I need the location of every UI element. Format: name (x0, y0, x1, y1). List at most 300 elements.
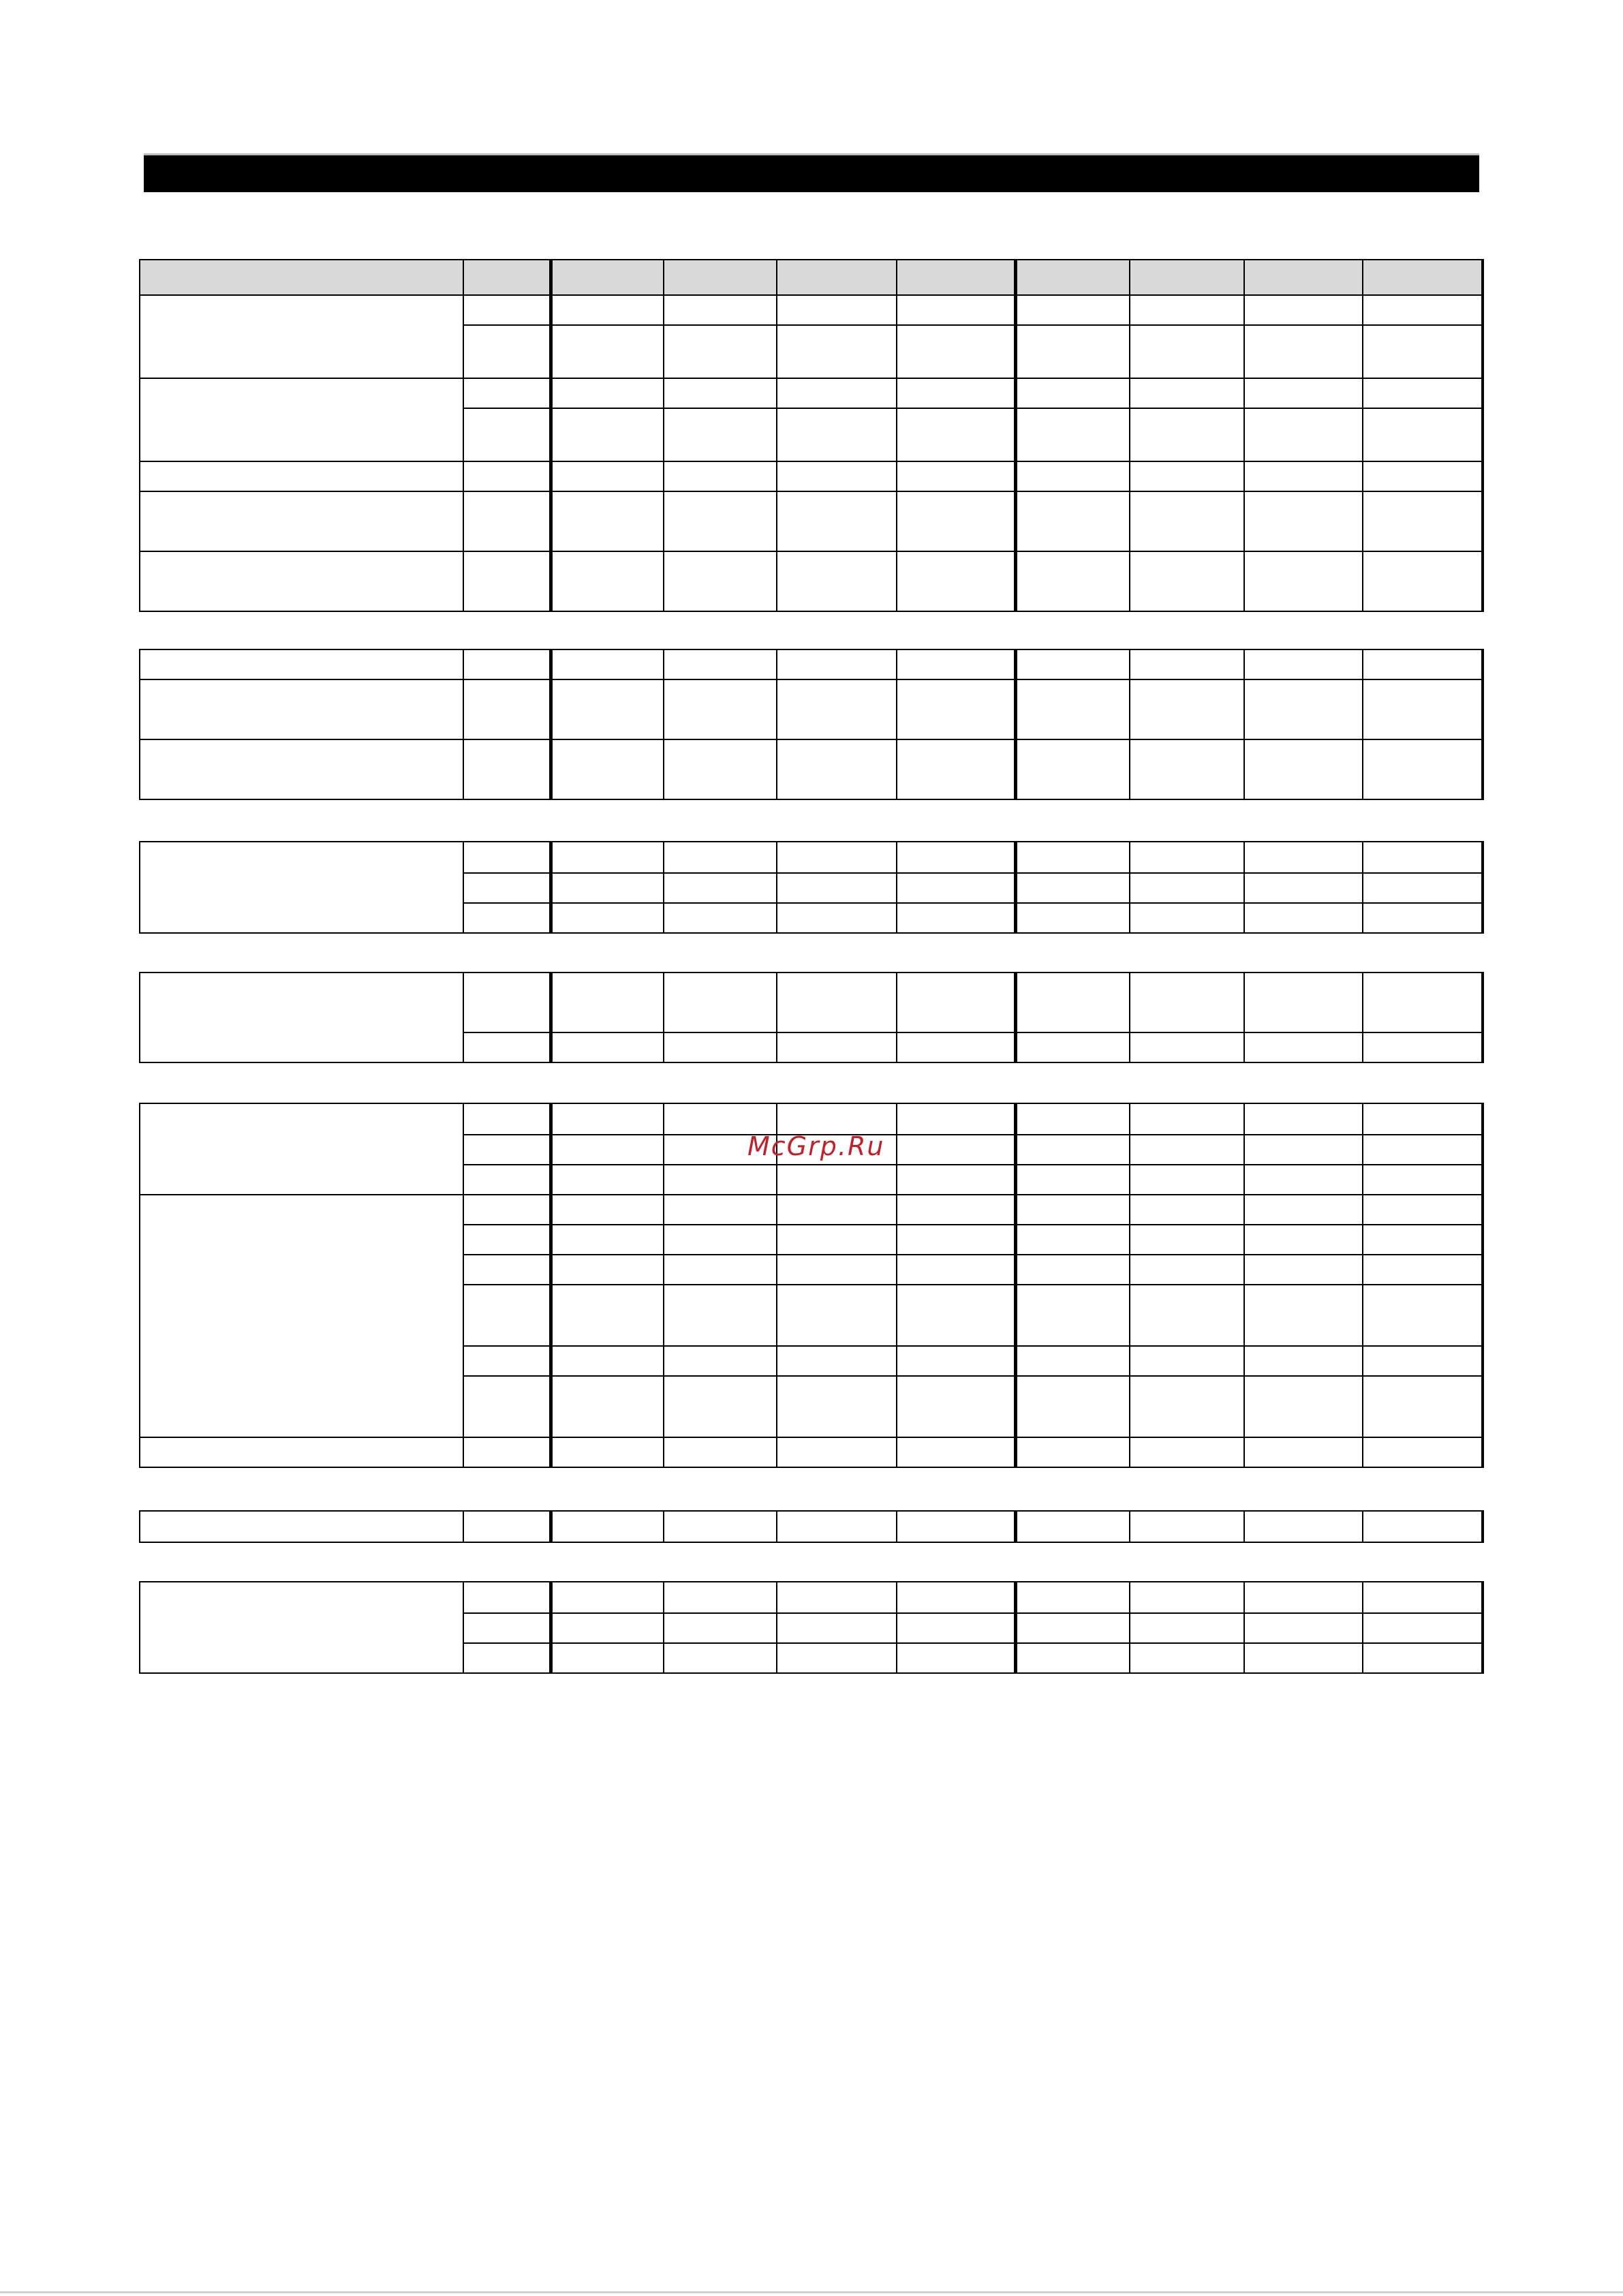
table-cell (1015, 1612, 1130, 1642)
table-cell (1244, 972, 1363, 1032)
table-cell (551, 1642, 664, 1672)
table-cell (1130, 491, 1244, 551)
table-cell (777, 1581, 897, 1612)
table-cell (777, 1375, 897, 1437)
table-cell (1130, 649, 1244, 679)
table-cell (1363, 1284, 1483, 1345)
table-cell (664, 1224, 777, 1254)
section-vrule (1362, 841, 1363, 934)
column-header (1363, 259, 1483, 294)
table-cell (897, 551, 1015, 611)
table-cell (1363, 972, 1483, 1032)
table-cell (664, 461, 777, 491)
table-cell (463, 1375, 551, 1437)
row-label (140, 739, 463, 799)
table-cell (1363, 1510, 1483, 1542)
table-cell (1244, 1510, 1363, 1542)
section-vrule (776, 841, 777, 934)
table-cell (1130, 1164, 1244, 1194)
table-cell (551, 1375, 664, 1437)
table-cell (551, 1194, 664, 1224)
table-cell (897, 1642, 1015, 1672)
table-cell (551, 1581, 664, 1612)
table-cell (1015, 872, 1130, 902)
section-vrule (776, 1510, 777, 1543)
table-cell (664, 551, 777, 611)
table-cell (664, 378, 777, 408)
section-vrule (1129, 1510, 1130, 1543)
row-label (140, 1581, 463, 1672)
table-cell (777, 1103, 897, 1134)
table-cell (1363, 551, 1483, 611)
table-cell (897, 1375, 1015, 1437)
table-cell (1130, 378, 1244, 408)
section-vrule (1481, 1581, 1484, 1674)
section-vrule (463, 972, 464, 1063)
table-cell (777, 872, 897, 902)
section-vrule (1243, 1510, 1245, 1543)
table-cell (1130, 1224, 1244, 1254)
table-cell (1130, 1134, 1244, 1164)
title-bar (144, 153, 1479, 192)
header-vrule (549, 259, 553, 294)
table-cell (551, 294, 664, 324)
table-cell (1244, 551, 1363, 611)
table-cell (1015, 972, 1130, 1032)
table-cell (1015, 679, 1130, 739)
table-cell (897, 324, 1015, 378)
table-cell (1363, 1437, 1483, 1467)
row-label (140, 1194, 463, 1437)
row-label (140, 1510, 463, 1542)
table-cell (1015, 1437, 1130, 1467)
table-cell (551, 841, 664, 872)
table-cell (551, 378, 664, 408)
table-cell (1130, 1375, 1244, 1437)
table-cell (1244, 1375, 1363, 1437)
watermark: McGrp.Ru (747, 1131, 885, 1161)
table-cell (1244, 1284, 1363, 1345)
section-vrule (663, 1510, 664, 1543)
header-vrule (1481, 259, 1484, 294)
table-cell (664, 1581, 777, 1612)
section-vrule (1014, 1510, 1017, 1543)
table-cell (664, 972, 777, 1032)
table-cell (1130, 1194, 1244, 1224)
table-cell (551, 1164, 664, 1194)
table-cell (897, 972, 1015, 1032)
section-vrule (549, 1581, 553, 1674)
section-vrule (549, 1510, 553, 1543)
table-cell (1130, 1510, 1244, 1542)
table-cell (463, 324, 551, 378)
table-cell (1363, 1345, 1483, 1375)
section-vrule (1243, 1581, 1245, 1674)
table-cell (551, 1224, 664, 1254)
section-vrule (549, 841, 553, 934)
table-cell (664, 1612, 777, 1642)
table-cell (1363, 1375, 1483, 1437)
table-cell (1363, 902, 1483, 932)
table-cell (897, 1437, 1015, 1467)
table-cell (1363, 1642, 1483, 1672)
table-cell (551, 1612, 664, 1642)
section-vrule (549, 294, 553, 612)
column-header (1244, 259, 1363, 294)
header-vrule (896, 259, 897, 294)
table-cell (1363, 649, 1483, 679)
table-cell (897, 294, 1015, 324)
page-bottom-rule (0, 2291, 1623, 2293)
table-cell (463, 1612, 551, 1642)
table-cell (777, 1194, 897, 1224)
table-cell (1244, 1134, 1363, 1164)
table-cell (463, 649, 551, 679)
table-cell (1130, 872, 1244, 902)
table-cell (777, 1224, 897, 1254)
table-cell (1015, 1224, 1130, 1254)
table-cell (1363, 1103, 1483, 1134)
section-vrule (1481, 1510, 1484, 1543)
table-cell (1015, 1510, 1130, 1542)
table-cell (777, 1437, 897, 1467)
table-cell (1363, 1194, 1483, 1224)
section-vrule (139, 972, 140, 1063)
table-cell (1244, 1194, 1363, 1224)
table-cell (463, 972, 551, 1032)
table-cell (1130, 1284, 1244, 1345)
table-cell (777, 294, 897, 324)
table-cell (1363, 461, 1483, 491)
section-vrule (463, 1103, 464, 1468)
section-vrule (1362, 1103, 1363, 1468)
section-vrule (1243, 1103, 1245, 1468)
table-cell (777, 491, 897, 551)
section-vrule (1014, 294, 1017, 612)
section-vrule (776, 294, 777, 612)
table-cell (664, 1510, 777, 1542)
section-vrule (776, 649, 777, 800)
table-cell (551, 1345, 664, 1375)
row-label (140, 551, 463, 611)
table-cell (664, 1642, 777, 1672)
section-vrule (1481, 1103, 1484, 1468)
column-header (551, 259, 664, 294)
table-cell (551, 1254, 664, 1284)
header-vrule (1014, 259, 1017, 294)
row-rule (140, 1062, 1483, 1063)
table-cell (777, 551, 897, 611)
table-cell (1363, 324, 1483, 378)
table-cell (1363, 294, 1483, 324)
row-rule (140, 1542, 1483, 1543)
section-vrule (663, 972, 664, 1063)
table-cell (664, 1375, 777, 1437)
table-cell (551, 739, 664, 799)
section-vrule (463, 294, 464, 612)
table-cell (551, 324, 664, 378)
table-cell (1130, 972, 1244, 1032)
table-cell (1015, 739, 1130, 799)
table-cell (1244, 902, 1363, 932)
table-cell (664, 841, 777, 872)
table-cell (664, 649, 777, 679)
table-cell (664, 408, 777, 461)
section-vrule (1362, 1581, 1363, 1674)
table-cell (1244, 378, 1363, 408)
table-cell (897, 872, 1015, 902)
table-cell (1130, 461, 1244, 491)
row-rule (140, 799, 1483, 800)
section-vrule (549, 649, 553, 800)
table-cell (1363, 1254, 1483, 1284)
table-cell (463, 294, 551, 324)
row-rule (140, 1467, 1483, 1468)
table-cell (897, 1164, 1015, 1194)
table-cell (551, 1134, 664, 1164)
table-cell (1015, 324, 1130, 378)
table-cell (1015, 902, 1130, 932)
table-cell (1244, 1032, 1363, 1062)
table-cell (777, 1642, 897, 1672)
table-cell (1130, 679, 1244, 739)
table-cell (777, 972, 897, 1032)
table-cell (1363, 1164, 1483, 1194)
table-cell (1244, 1345, 1363, 1375)
table-cell (551, 872, 664, 902)
table-cell (664, 1284, 777, 1345)
table-cell (897, 461, 1015, 491)
table-cell (664, 294, 777, 324)
row-label (140, 294, 463, 378)
table-cell (664, 1437, 777, 1467)
table-cell (777, 679, 897, 739)
table-cell (1244, 1612, 1363, 1642)
table-cell (777, 1612, 897, 1642)
table-cell (463, 551, 551, 611)
table-cell (1015, 1642, 1130, 1672)
table-cell (897, 1103, 1015, 1134)
table-cell (463, 1581, 551, 1612)
header-vrule (139, 259, 140, 294)
column-header (1130, 259, 1244, 294)
table-cell (897, 1194, 1015, 1224)
header-vrule (776, 259, 777, 294)
table-cell (1244, 1437, 1363, 1467)
table-cell (1015, 551, 1130, 611)
table-cell (777, 649, 897, 679)
section-vrule (896, 294, 897, 612)
section-vrule (139, 841, 140, 934)
table-cell (463, 1194, 551, 1224)
table-cell (1130, 902, 1244, 932)
table-cell (463, 1437, 551, 1467)
section-vrule (1481, 972, 1484, 1063)
table-cell (1130, 841, 1244, 872)
table-cell (463, 679, 551, 739)
row-label (140, 378, 463, 461)
table-cell (1015, 1284, 1130, 1345)
table-cell (897, 1581, 1015, 1612)
table-cell (664, 902, 777, 932)
section-vrule (776, 1581, 777, 1674)
table-cell (1363, 841, 1483, 872)
table-cell (1130, 1612, 1244, 1642)
table-cell (1130, 1581, 1244, 1612)
header-vrule (1129, 259, 1130, 294)
table-cell (1130, 408, 1244, 461)
table-cell (1244, 461, 1363, 491)
table-cell (463, 1103, 551, 1134)
section-vrule (1481, 841, 1484, 934)
table-cell (463, 461, 551, 491)
section-vrule (1129, 294, 1130, 612)
table-cell (1130, 1254, 1244, 1284)
table-cell (551, 551, 664, 611)
table-cell (1244, 872, 1363, 902)
section-vrule (1243, 841, 1245, 934)
table-cell (1244, 491, 1363, 551)
column-header (897, 259, 1015, 294)
section-vrule (549, 1103, 553, 1468)
table-cell (777, 1032, 897, 1062)
table-cell (897, 1612, 1015, 1642)
table-cell (1244, 408, 1363, 461)
table-cell (1015, 1375, 1130, 1437)
row-label (140, 972, 463, 1062)
table-cell (463, 841, 551, 872)
table-cell (664, 1103, 777, 1134)
table-cell (463, 378, 551, 408)
table-cell (1363, 378, 1483, 408)
section-vrule (1129, 841, 1130, 934)
table-cell (463, 1224, 551, 1254)
table-cell (1244, 1164, 1363, 1194)
row-rule (140, 611, 1483, 612)
section-vrule (463, 1581, 464, 1674)
table-cell (1015, 1581, 1130, 1612)
table-cell (664, 679, 777, 739)
section-vrule (1362, 1510, 1363, 1543)
column-header (1015, 259, 1130, 294)
column-header (664, 259, 777, 294)
table-cell (1130, 1032, 1244, 1062)
table-cell (664, 872, 777, 902)
table-cell (463, 1164, 551, 1194)
table-cell (1244, 1224, 1363, 1254)
table-cell (777, 902, 897, 932)
table-cell (1244, 1254, 1363, 1284)
section-vrule (896, 972, 897, 1063)
section-vrule (139, 1581, 140, 1674)
table-cell (664, 1345, 777, 1375)
table-cell (1244, 649, 1363, 679)
table-cell (1244, 324, 1363, 378)
table-cell (664, 1164, 777, 1194)
section-vrule (463, 1510, 464, 1543)
table-cell (1130, 1642, 1244, 1672)
section-vrule (139, 1103, 140, 1468)
table-cell (1363, 1581, 1483, 1612)
table-cell (897, 1510, 1015, 1542)
row-label (140, 649, 463, 679)
table-cell (551, 679, 664, 739)
table-cell (664, 491, 777, 551)
table-cell (1015, 491, 1130, 551)
row-rule (140, 1672, 1483, 1674)
table-cell (1244, 1581, 1363, 1612)
section-vrule (1129, 649, 1130, 800)
table-cell (1363, 491, 1483, 551)
table-cell (1363, 408, 1483, 461)
section-vrule (1362, 972, 1363, 1063)
table-cell (897, 739, 1015, 799)
table-cell (463, 872, 551, 902)
table-cell (897, 1134, 1015, 1164)
section-vrule (663, 1581, 664, 1674)
table-cell (1015, 841, 1130, 872)
table-cell (777, 841, 897, 872)
column-header (777, 259, 897, 294)
row-rule (140, 932, 1483, 934)
table-cell (551, 461, 664, 491)
table-cell (551, 972, 664, 1032)
table-cell (1015, 378, 1130, 408)
table-cell (1015, 1254, 1130, 1284)
section-vrule (1243, 972, 1245, 1063)
section-vrule (896, 1510, 897, 1543)
table-cell (664, 1032, 777, 1062)
table-cell (1015, 294, 1130, 324)
table-cell (1363, 872, 1483, 902)
section-vrule (463, 841, 464, 934)
section-vrule (139, 649, 140, 800)
section-vrule (1014, 841, 1017, 934)
header-vrule (663, 259, 664, 294)
table-cell (897, 679, 1015, 739)
table-cell (1363, 739, 1483, 799)
section-vrule (1362, 649, 1363, 800)
section-vrule (896, 1103, 897, 1468)
section-vrule (1129, 1581, 1130, 1674)
row-label (140, 491, 463, 551)
table-cell (1363, 679, 1483, 739)
table-cell (1015, 1194, 1130, 1224)
table-cell (1130, 294, 1244, 324)
table-cell (1130, 324, 1244, 378)
table-cell (551, 649, 664, 679)
table-cell (897, 902, 1015, 932)
table-cell (1244, 739, 1363, 799)
section-vrule (776, 972, 777, 1063)
table-cell (1363, 1612, 1483, 1642)
table-cell (1130, 739, 1244, 799)
section-vrule (1243, 649, 1245, 800)
row-label (140, 841, 463, 932)
table-cell (463, 739, 551, 799)
table-cell (1363, 1224, 1483, 1254)
table-cell (777, 1345, 897, 1375)
table-cell (664, 1194, 777, 1224)
section-vrule (1243, 294, 1245, 612)
table-cell (551, 1103, 664, 1134)
table-cell (1244, 1642, 1363, 1672)
row-label (140, 679, 463, 739)
section-vrule (139, 1510, 140, 1543)
table-cell (777, 408, 897, 461)
table-cell (897, 841, 1015, 872)
table-cell (897, 649, 1015, 679)
